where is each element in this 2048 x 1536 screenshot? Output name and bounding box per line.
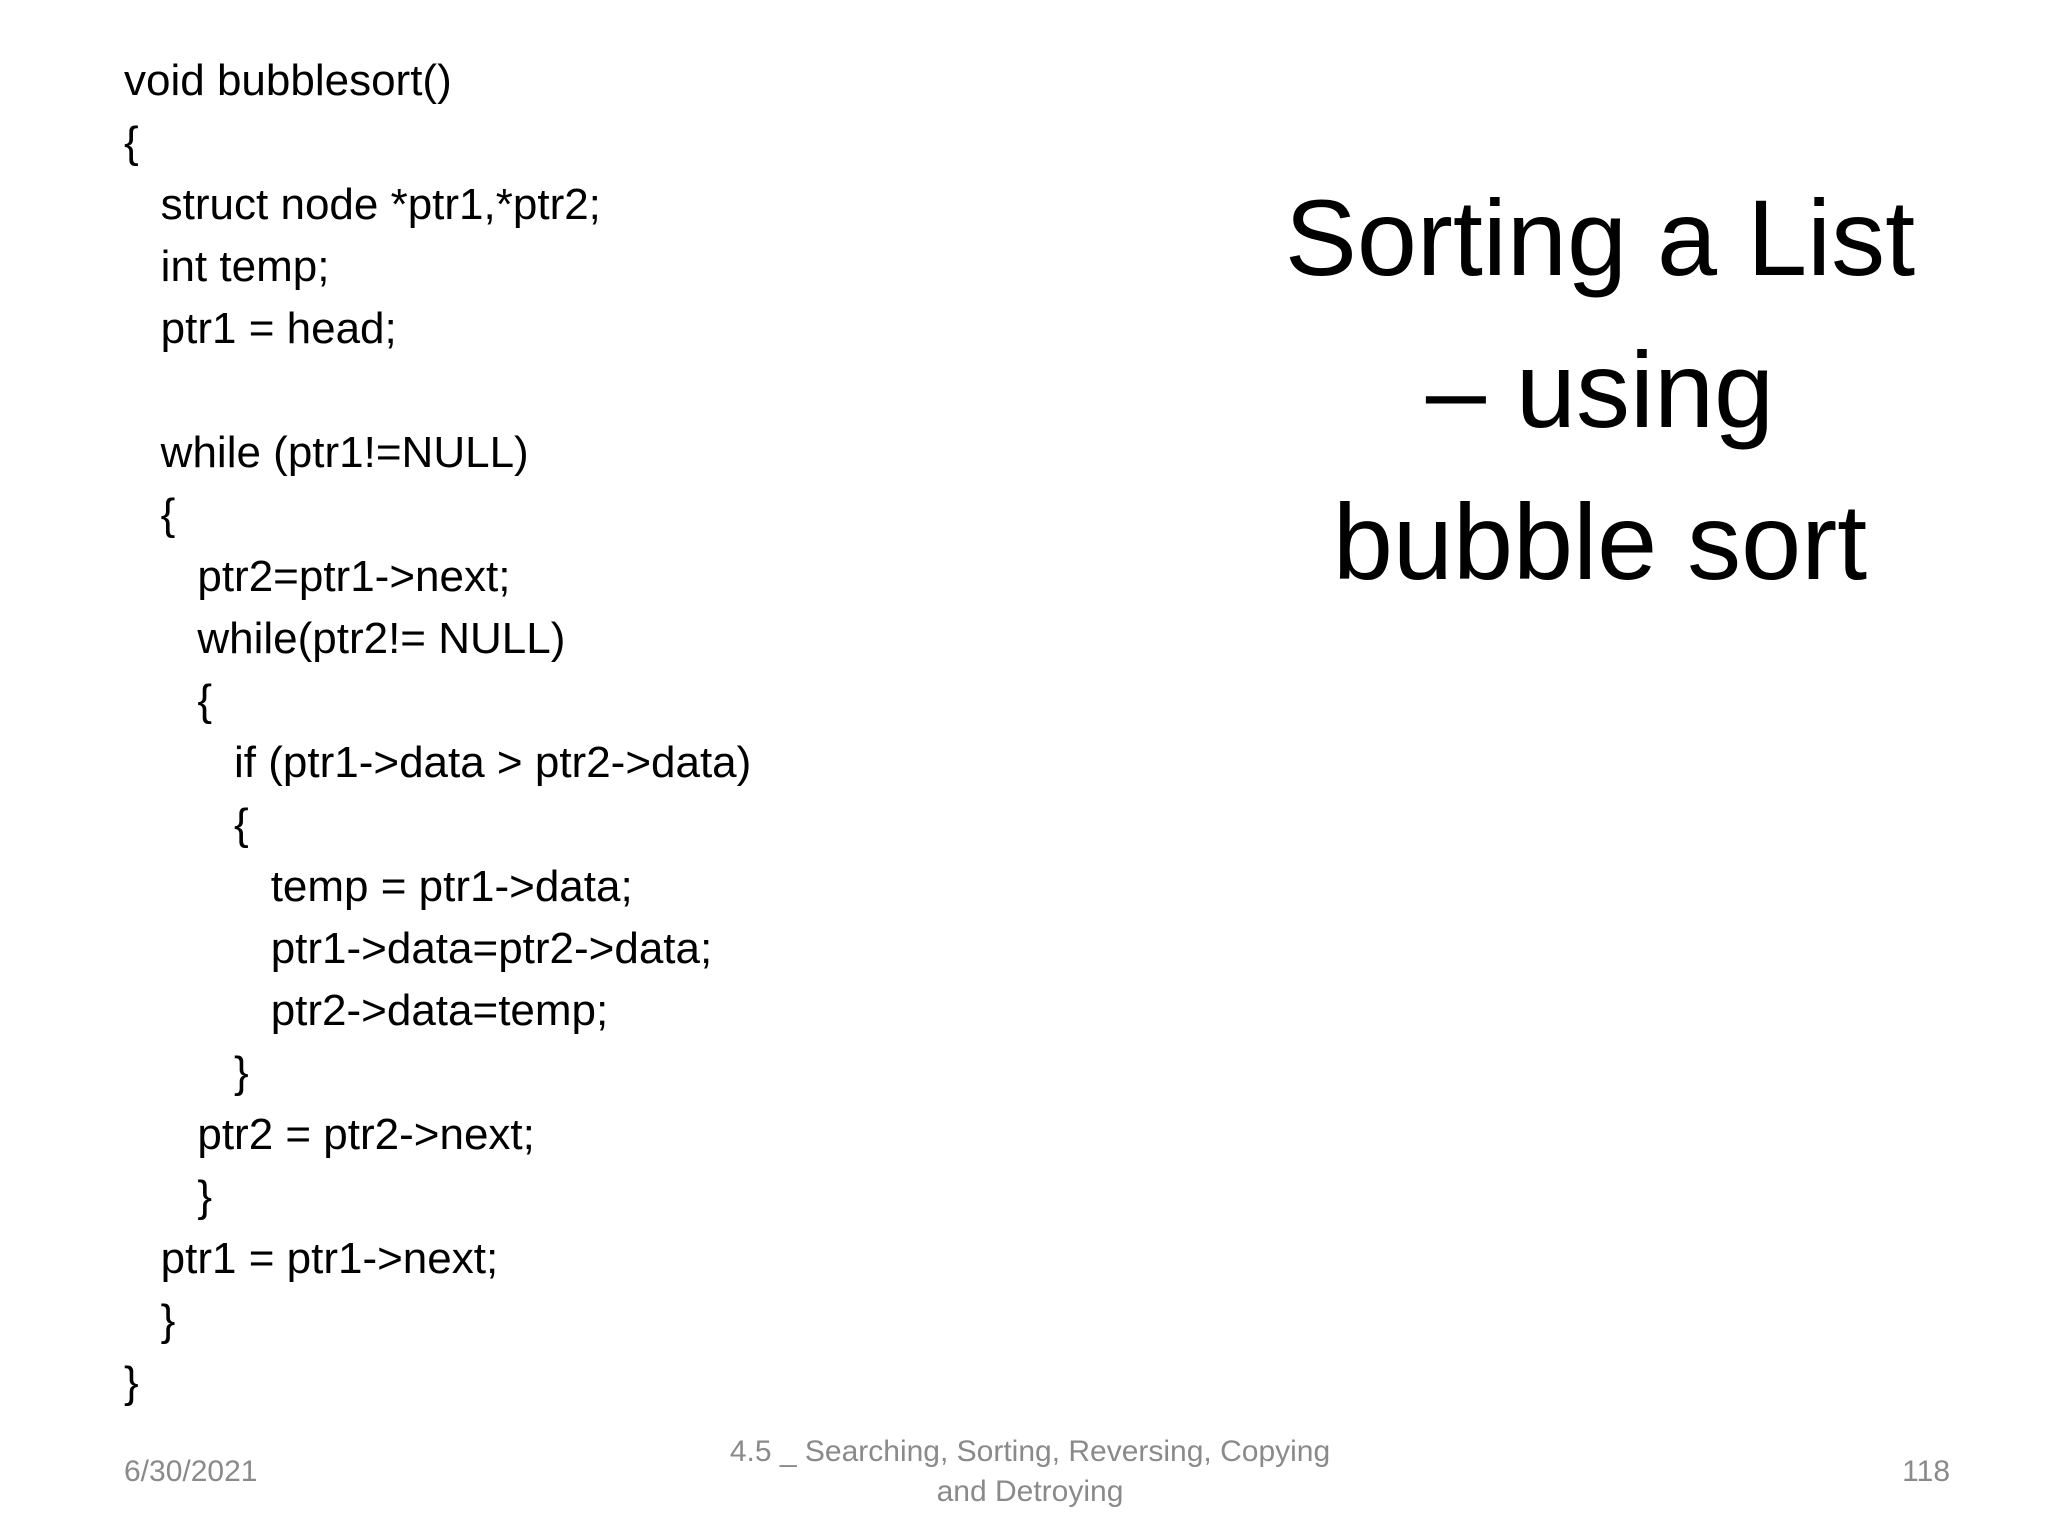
code-line: ptr1 = ptr1->next;	[124, 1234, 499, 1283]
code-line: }	[124, 1296, 176, 1345]
slide-title	[1200, 162, 2000, 618]
slide-title-line-2: – using	[1425, 329, 1775, 450]
slide-title-line-1: Sorting a List	[1284, 177, 1916, 298]
code-line: ptr2 = ptr2->next;	[124, 1110, 535, 1159]
footer-date: 6/30/2021	[124, 1455, 258, 1488]
code-line: }	[124, 1172, 213, 1221]
code-line: ptr2=ptr1->next;	[124, 552, 511, 601]
code-line: if (ptr1->data > ptr2->data)	[124, 738, 752, 787]
code-line: }	[124, 1048, 249, 1097]
code-line: {	[124, 118, 139, 167]
footer-subtitle-line-1: 4.5 _ Searching, Sorting, Reversing, Copying	[729, 1435, 1331, 1468]
code-line: {	[124, 490, 176, 539]
code-line: void bubblesort()	[124, 56, 452, 105]
code-block	[124, 50, 1224, 1414]
code-line: while (ptr1!=NULL)	[124, 428, 529, 477]
code-line: ptr1 = head;	[124, 304, 397, 353]
footer-subtitle	[690, 1432, 1370, 1512]
code-line: }	[124, 1358, 139, 1407]
code-line: while(ptr2!= NULL)	[124, 614, 566, 663]
code-line: {	[124, 676, 213, 725]
code-line	[124, 360, 1224, 422]
code-line: {	[124, 800, 249, 849]
code-line: ptr2->data=temp;	[124, 986, 609, 1035]
code-line: struct node *ptr1,*ptr2;	[124, 180, 601, 229]
slide-title-line-3: bubble sort	[1332, 481, 1868, 602]
footer-page-number: 118	[1902, 1455, 1950, 1488]
code-line: ptr1->data=ptr2->data;	[124, 924, 713, 973]
code-line: temp = ptr1->data;	[124, 862, 633, 911]
code-line: int temp;	[124, 242, 330, 291]
footer-subtitle-line-2: and Detroying	[936, 1475, 1124, 1508]
